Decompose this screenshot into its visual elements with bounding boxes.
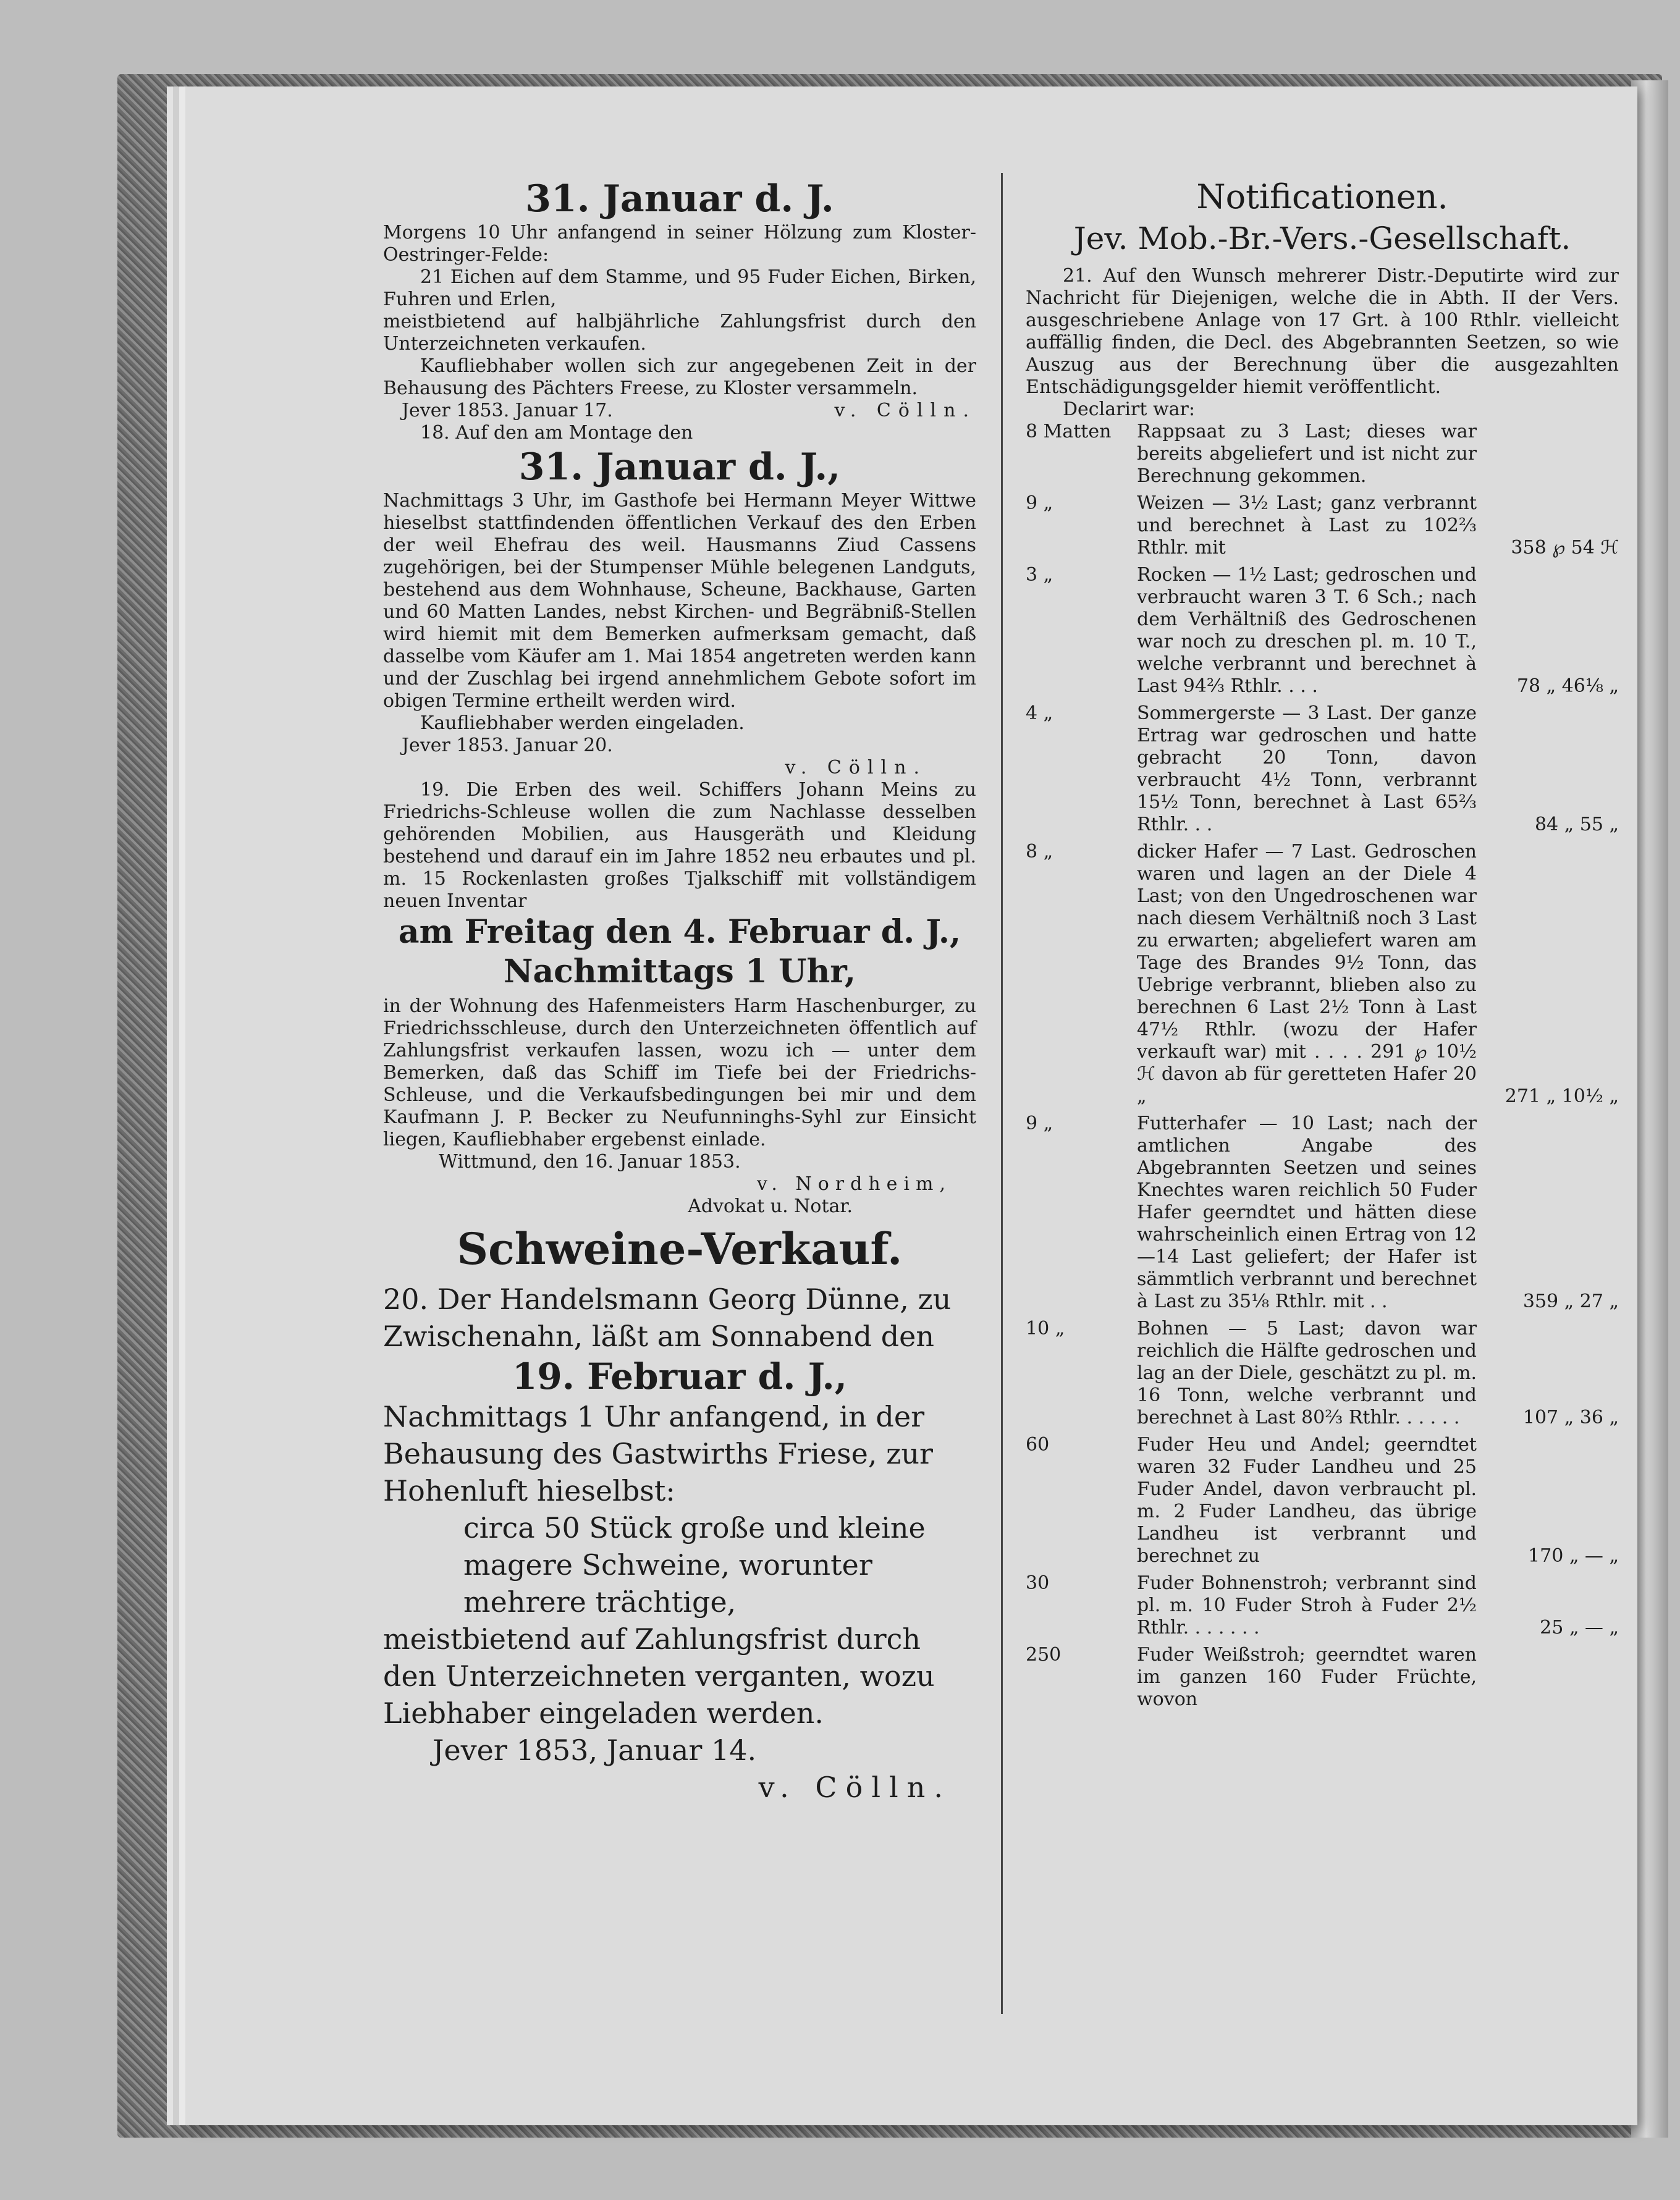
row-desc: Fuder Weißstroh; geerndtet waren im ganzen 160 Fuder Früchte, wovon <box>1137 1644 1477 1710</box>
table-row <box>1026 492 1619 559</box>
signature-line <box>383 400 976 422</box>
row-amt: 107 „ 36 „ <box>1522 1407 1619 1428</box>
signature-date: Wittmund, den 16. Januar 1853. <box>439 1151 741 1173</box>
row-desc: Fuder Bohnenstroh; verbrannt sind pl. m. 10 Fuder Stroh à Fuder 2½ Rthlr. . . . . . . <box>1137 1572 1477 1638</box>
right-column <box>1026 176 1619 1716</box>
notice-heading: 31. Januar d. J. <box>525 177 834 221</box>
signature-name: v. Cölln. <box>758 1771 952 1804</box>
row-desc: Rappsaat zu 3 Last; dieses war bereits abgeliefert und ist nicht zur Berechnung gekommen. <box>1137 421 1477 487</box>
advert-title: Schweine-Verkauf. <box>457 1223 903 1275</box>
row-qty: 8 „ <box>1026 841 1053 862</box>
row-amt: 84 „ 55 „ <box>1534 814 1619 835</box>
row-qty: 30 <box>1026 1572 1050 1594</box>
row-desc: Futterhafer — 10 Last; nach der amtlichen Angabe des Abgebrannten Seetzen und seines Knechtes waren reichlich 50 Fuder Hafer geerndtet und hätten diese wahrscheinlich einen Ertrag von 12—14 Last geliefert; der Hafer ist sämmtlich verbrannt und berechnet à Last zu 35⅛ Rthlr. mit . . <box>1137 1113 1477 1312</box>
row-desc: Fuder Heu und Andel; geerndtet waren 32 Fuder Landheu und 25 Fuder Andel, davon verbraucht pl. m. 2 Fuder Landheu, das übrige Landheu ist verbrannt und berechnet zu <box>1137 1434 1477 1567</box>
signature-name: v. Cölln. <box>834 400 976 421</box>
signature-date: Jever 1853. Januar 17. <box>402 400 613 421</box>
row-amt: 25 „ — „ <box>1540 1617 1619 1638</box>
row-amt: 170 „ — „ <box>1528 1545 1619 1567</box>
notice-text: Nachmittags 3 Uhr, im Gasthofe bei Hermann Meyer Wittwe hieselbst stattfindenden öffentlichen Verkauf des den Erben der weil Ehefrau des weil. Hausmanns Ziud Cassens zugehörigen, bei der Stumpenser Mühle belegenen Landguts, bestehend aus dem Wohnhause, Scheune, Backhause, Garten und 60 Matten Landes, nebst Kirchen- und Begräbniß-Stellen wird hiemit mit dem Bemerken aufmerksam gemacht, daß dasselbe vom Käufer am 1. Mai 1854 angetreten werden kann und der Zuschlag bei irgend annehmlichem Gebote sofort im obigen Termine ertheilt werden wird. <box>383 490 976 712</box>
notice-text: Morgens 10 Uhr anfangend in seiner Hölzung zum Kloster-Oestringer-Felde: <box>383 222 976 266</box>
notice-text: Kaufliebhaber wollen sich zur angegebenen Zeit in der Behausung des Pächters Freese, zu Kloster versammeln. <box>383 355 976 399</box>
advert-text: 20. Der Handelsmann Georg Dünne, zu Zwischenahn, läßt am Sonnabend den <box>383 1283 952 1353</box>
advert-text: circa 50 Stück große und kleine magere Schweine, worunter mehrere trächtige, <box>463 1511 926 1619</box>
table-row <box>1026 564 1619 698</box>
notice-text: meistbietend auf halbjährliche Zahlungsfrist durch den Unterzeichneten verkaufen. <box>383 311 976 355</box>
row-desc: Sommergerste — 3 Last. Der ganze Ertrag war gedroschen und hatte gebracht 20 Tonn, davon verbraucht 4½ Tonn, verbrannt 15½ Tonn, berechnet à Last 65⅔ Rthlr. . . <box>1137 702 1477 835</box>
signature-name: v. Nordheim, <box>757 1173 952 1195</box>
signature-name: v. Cölln. <box>785 757 927 778</box>
table-row <box>1026 1113 1619 1313</box>
advert-text: meistbietend auf Zahlungsfrist durch den Unterzeichneten verganten, wozu Liebhaber eingeladen werden. <box>383 1622 935 1730</box>
notice-text: 21 Eichen auf dem Stamme, und 95 Fuder Eichen, Birken, Fuhren und Erlen, <box>383 266 976 310</box>
row-desc: Bohnen — 5 Last; davon war reichlich die Hälfte gedroschen und lag an der Diele, geschätzt zu pl. m. 16 Tonn, welche verbrannt und berechnet à Last 80⅔ Rthlr. . . . . . <box>1137 1318 1477 1428</box>
row-amt: 78 „ 46⅛ „ <box>1516 675 1619 697</box>
notice-text: 19. Die Erben des weil. Schiffers Johann Meins zu Friedrichs-Schleuse wollen die zum Nachlasse desselben gehörenden Mobilien, aus Hausgeräth und Kleidung bestehend und darauf ein im Jahre 1852 neu erbautes und pl. m. 15 Rockenlasten großes Tjalkschiff mit vollständigem neuen Inventar <box>383 779 976 912</box>
row-desc: Rocken — 1½ Last; gedroschen und verbraucht waren 3 T. 6 Sch.; nach dem Verhältniß des Gedroschenen war noch zu dreschen pl. m. 10 T., welche verbrannt und berechnet à Last 94⅔ Rthlr. . . . <box>1137 564 1477 697</box>
section-subtitle: Jev. Mob.-Br.-Vers.-Gesellschaft. <box>1073 221 1571 256</box>
notice-text: Kaufliebhaber werden eingeladen. <box>420 712 745 734</box>
section-title: Notificationen. <box>1196 177 1448 216</box>
notice-heading: 31. Januar d. J., <box>518 445 841 489</box>
left-column <box>383 176 976 1806</box>
row-desc: dicker Hafer — 7 Last. Gedroschen waren und lagen an der Diele 4 Last; von den Ungedroschenen war nach diesem Verhältniß noch 3 Last zu erwarten; abgeliefert waren am Tage des Brandes 9½ Tonn, das Uebrige verbrannt, blieben also zu berechnen 6 Last 2½ Tonn à Last 47½ Rthlr. (wozu der Hafer verkauft war) mit . . . . 291 ℘ 10½ ℋ davon ab für geretteten Hafer 20 „ <box>1137 841 1477 1107</box>
table-row <box>1026 1318 1619 1429</box>
column-divider <box>1001 173 1003 2014</box>
table-row <box>1026 421 1619 487</box>
row-amt: 358 ℘ 54 ℋ <box>1511 537 1619 558</box>
signature-date: Jever 1853, Januar 14. <box>433 1734 757 1767</box>
auction-date-heading: am Freitag den 4. Februar d. J., <box>398 913 961 951</box>
row-qty: 9 „ <box>1026 1113 1053 1134</box>
notice-text: in der Wohnung des Hafenmeisters Harm Haschenburger, zu Friedrichsschleuse, durch den Unterzeichneten öffentlich auf Zahlungsfrist verkaufen lassen, wozu ich — unter dem Bemerken, daß das Schiff im Tiefe bei der Friedrichs-Schleuse, und die Verkaufsbedingungen bei mir und dem Kaufmann J. P. Becker zu Neufunninghs-Syhl zur Einsicht liegen, Kaufliebhaber ergebenst einlade. <box>383 995 976 1150</box>
notice-text: 18. Auf den am Montage den <box>420 422 693 444</box>
declaration-table <box>1026 421 1619 1711</box>
table-row <box>1026 702 1619 836</box>
signature-date: Jever 1853. Januar 20. <box>402 735 613 756</box>
row-qty: 8 Matten <box>1026 421 1112 442</box>
row-amt: 271 „ 10½ „ <box>1505 1085 1619 1107</box>
table-row <box>1026 841 1619 1108</box>
auction-time-heading: Nachmittags 1 Uhr, <box>503 953 856 990</box>
advert-date-heading: 19. Februar d. J., <box>512 1355 847 1397</box>
row-qty: 10 „ <box>1026 1318 1065 1339</box>
row-qty: 250 <box>1026 1644 1062 1666</box>
row-qty: 4 „ <box>1026 702 1053 724</box>
declared-label: Declarirt war: <box>1063 398 1195 420</box>
row-qty: 9 „ <box>1026 492 1053 514</box>
signature-title: Advokat u. Notar. <box>688 1195 853 1217</box>
advert-text: Nachmittags 1 Uhr anfangend, in der Behausung des Gastwirths Friese, zur Hohenluft hieselbst: <box>383 1400 933 1507</box>
row-desc: Weizen — 3½ Last; ganz verbrannt und berechnet à Last zu 102⅔ Rthlr. mit <box>1137 492 1477 558</box>
table-row <box>1026 1644 1619 1711</box>
table-row <box>1026 1572 1619 1639</box>
row-qty: 60 <box>1026 1434 1050 1456</box>
row-qty: 3 „ <box>1026 564 1053 586</box>
notice-text: 21. Auf den Wunsch mehrerer Distr.-Deputirte wird zur Nachricht für Diejenigen, welche die in Abth. II der Vers. ausgeschriebene Anlage von 17 Grt. à 100 Rthlr. vielleicht auffällig finden, die Decl. des Abgebrannten Seetzen, so wie Auszug aus der Berechnung über die ausgezahlten Entschädigungsgelder hiemit veröffentlicht. <box>1026 265 1619 398</box>
row-amt: 359 „ 27 „ <box>1522 1291 1619 1312</box>
table-row <box>1026 1434 1619 1567</box>
